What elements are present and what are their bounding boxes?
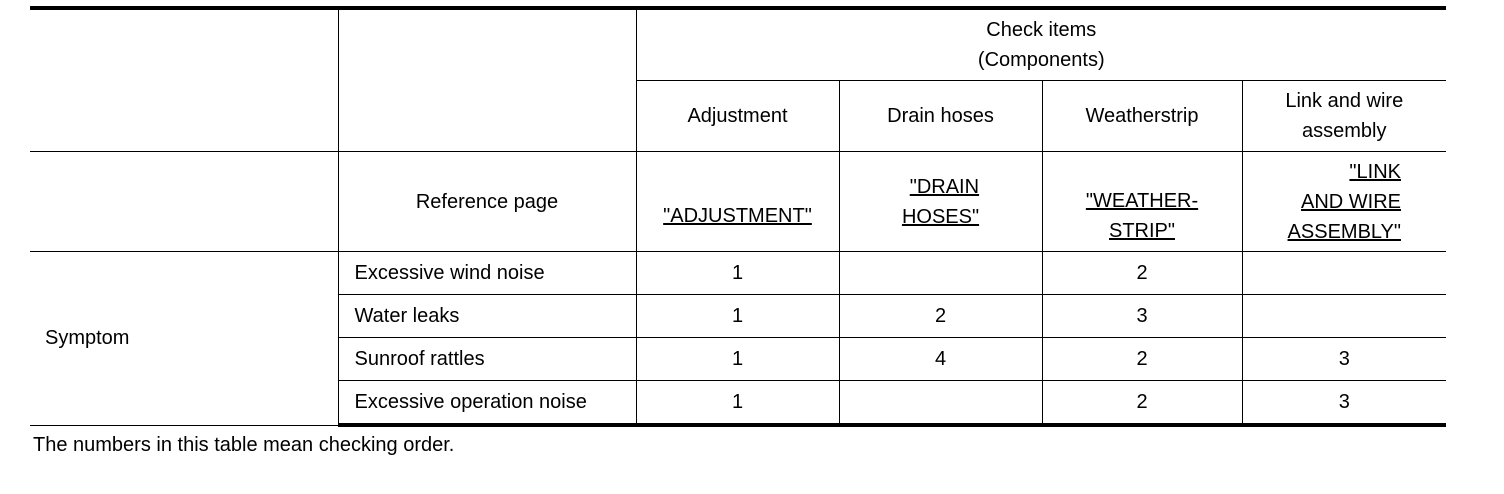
column-header-adjustment: Adjustment	[636, 81, 839, 152]
ref-cell-adjustment	[636, 152, 839, 252]
order-cell	[1242, 252, 1446, 295]
ref-link-adjustment[interactable]: "ADJUSTMENT"	[663, 204, 812, 227]
order-cell: 3	[1242, 338, 1446, 381]
blank-ref-cell	[30, 152, 338, 252]
symptom-name: Excessive wind noise	[338, 252, 636, 295]
blank-corner-cell	[30, 8, 338, 152]
order-cell: 1	[636, 295, 839, 338]
symptom-name: Excessive operation noise	[338, 381, 636, 426]
order-cell: 3	[1042, 295, 1242, 338]
symptom-table	[30, 6, 1446, 427]
ref-link-link-wire[interactable]: "LINK AND WIRE ASSEMBLY"	[1287, 160, 1401, 243]
table-footnote: The numbers in this table mean checking order.	[33, 434, 455, 456]
order-cell: 1	[636, 338, 839, 381]
symptom-label: Symptom	[30, 252, 338, 426]
order-cell: 2	[839, 295, 1042, 338]
column-header-link-wire-label: Link and wire assembly	[1285, 90, 1404, 142]
reference-page-label: Reference page	[338, 152, 636, 252]
ref-cell-weatherstrip	[1042, 152, 1242, 252]
order-cell	[1242, 295, 1446, 338]
ref-cell-drain-hoses	[839, 152, 1042, 252]
blank-header-cell	[338, 8, 636, 152]
order-cell: 2	[1042, 381, 1242, 426]
order-cell: 1	[636, 381, 839, 426]
column-header-weatherstrip: Weatherstrip	[1042, 81, 1242, 152]
ref-link-weatherstrip[interactable]: "WEATHER- STRIP"	[1085, 189, 1199, 242]
symptom-name: Sunroof rattles	[338, 338, 636, 381]
order-cell	[839, 381, 1042, 426]
column-header-drain-hoses: Drain hoses	[839, 81, 1042, 152]
column-header-link-wire	[1242, 81, 1446, 152]
order-cell: 2	[1042, 252, 1242, 295]
components-subtitle: (Components)	[977, 49, 1105, 71]
order-cell: 2	[1042, 338, 1242, 381]
order-cell	[839, 252, 1042, 295]
order-cell: 1	[636, 252, 839, 295]
symptom-name: Water leaks	[338, 295, 636, 338]
ref-link-drain-hoses[interactable]: "DRAIN HOSES"	[901, 175, 980, 228]
ref-cell-link-wire	[1242, 152, 1446, 252]
order-cell: 3	[1242, 381, 1446, 426]
check-items-header	[636, 8, 1446, 81]
check-items-title: Check items	[986, 19, 1097, 41]
order-cell: 4	[839, 338, 1042, 381]
